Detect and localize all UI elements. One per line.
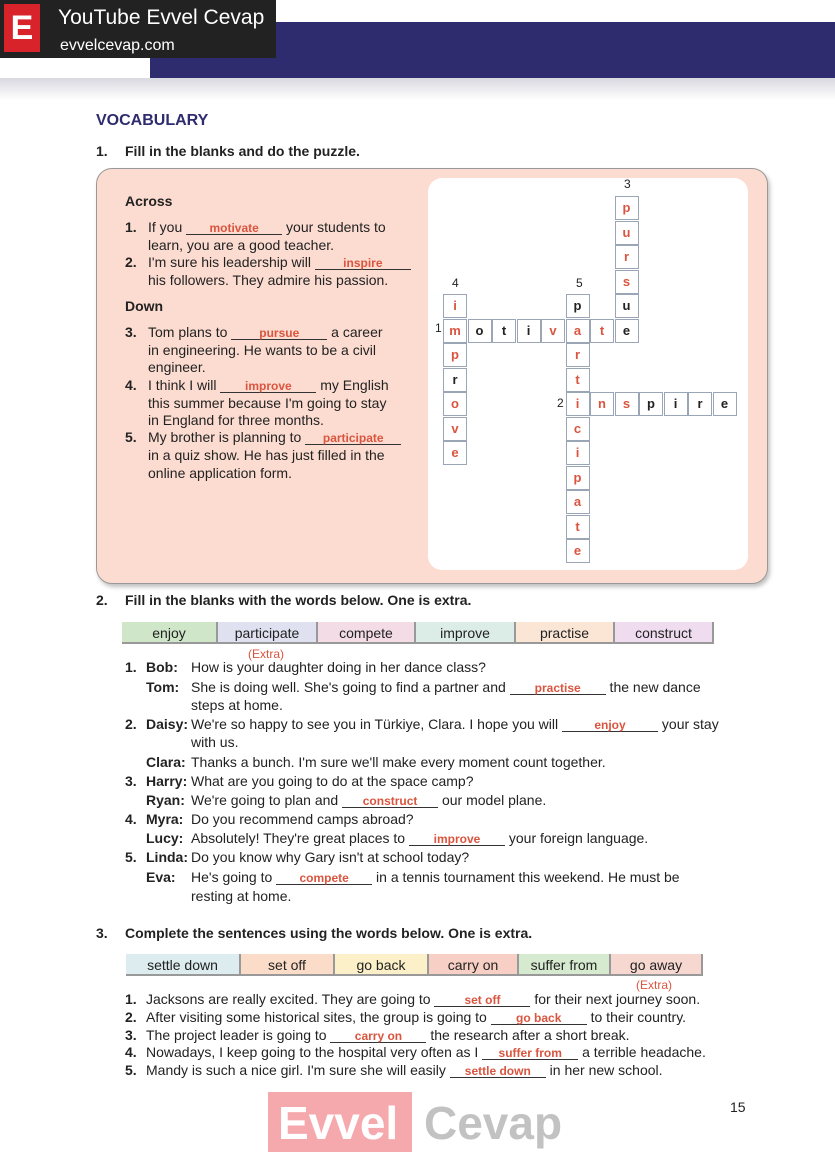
answer-blank[interactable]: compete [276,872,372,885]
crossword-cell[interactable]: r [688,392,712,416]
sentence-line [146,1044,706,1062]
crossword-cell[interactable]: i [443,294,467,318]
dialogue-text: our model plane. [438,792,547,808]
clue-line [148,324,383,342]
answer-blank[interactable]: participate [305,432,401,445]
crossword-cell[interactable]: e [713,392,737,416]
item-number: 4. [125,1044,137,1060]
crossword-cell[interactable]: s [615,270,639,294]
answer-blank[interactable]: suffer from [482,1047,578,1060]
speaker-name: Ryan: [146,792,185,808]
dialogue-text: Absolutely! They're great places to [191,830,409,846]
ex1-instruction: Fill in the blanks and do the puzzle. [125,143,360,159]
dialogue-text: the new dance [605,679,701,695]
speaker-name: Clara: [146,754,186,770]
crossword-cell[interactable]: i [664,392,688,416]
sentence-text: in her new school. [545,1062,663,1078]
crossword-cell[interactable]: e [443,441,467,465]
dialogue-cont: steps at home. [191,697,283,713]
clue-text: I'm sure his leadership will [148,254,311,270]
word-bank-item: compete [318,622,416,644]
dialogue-text: We're going to plan and [191,792,343,808]
crossword-cell[interactable]: i [566,392,590,416]
sentence-text: Nowadays, I keep going to the hospital very often as I [146,1044,483,1060]
speaker-name: Linda: [146,849,188,865]
item-number: 2. [125,716,137,732]
across-label: Across [125,193,173,209]
answer-blank[interactable]: set off [434,994,530,1007]
ex3-number: 3. [96,925,108,941]
clue-cont: this summer because I'm going to stay [148,395,387,411]
clue-cont: his followers. They admire his passion. [148,272,389,288]
answer-blank[interactable]: settle down [450,1065,546,1078]
crossword-cell[interactable]: i [566,441,590,465]
answer-blank[interactable]: enjoy [562,719,658,732]
crossword-cell[interactable]: o [443,392,467,416]
clue-number: 5. [125,429,137,445]
speaker-name: Tom: [146,679,180,695]
ex3-instruction: Complete the sentences using the words below. One is extra. [125,925,533,941]
clue-text: If you [148,219,183,235]
crossword-cell[interactable]: e [566,539,590,563]
clue-cont: in engineering. He wants to be a civil [148,342,377,358]
clue-text: I think I will [148,377,217,393]
dialogue-line [191,830,648,848]
clue-number: 4. [125,377,137,393]
puzzle-number: 4 [452,276,459,290]
word-bank-item: enjoy [122,622,218,644]
footer-logo-right: Cevap [424,1097,563,1149]
dialogue-line: Do you know why Gary isn't at school today? [191,849,470,865]
crossword-cell[interactable]: p [615,196,639,220]
dialogue-text: your foreign language. [504,830,649,846]
answer-blank[interactable]: practise [510,682,606,695]
crossword-cell[interactable]: p [443,343,467,367]
item-number: 4. [125,811,137,827]
dialogue-text: in a tennis tournament this weekend. He must be [372,869,680,885]
speaker-name: Lucy: [146,830,184,846]
ex2-number: 2. [96,592,108,608]
dialogue-text: She is doing well. She's going to find a partner and [191,679,510,695]
watermark-channel: YouTube Evvel Cevap [58,6,265,29]
word-bank-item: improve [416,622,516,644]
answer-blank[interactable]: pursue [231,327,327,340]
crossword-cell[interactable]: r [443,368,467,392]
sentence-line [146,991,700,1009]
item-number: 5. [125,1062,137,1078]
extra-label: (Extra) [248,647,284,661]
dialogue-line [191,792,546,810]
answer-blank[interactable]: improve [409,833,505,846]
crossword-cell[interactable]: r [615,245,639,269]
clue-line [148,429,401,447]
puzzle-number: 2 [557,396,564,410]
item-number: 1. [125,991,137,1007]
crossword-cell[interactable]: v [541,319,565,343]
sentence-text: for their next journey soon. [530,991,701,1007]
dialogue-cont: with us. [191,734,239,750]
sentence-text: Mandy is such a nice girl. I'm sure she will easily [146,1062,450,1078]
puzzle-number: 1 [435,321,442,335]
crossword-cell[interactable]: s [615,392,639,416]
crossword-cell[interactable]: v [443,417,467,441]
item-number: 3. [125,1027,137,1043]
sentence-text: The project leader is going to [146,1027,331,1043]
word-bank-item: carry on [429,954,519,976]
sentence-text: to their country. [586,1009,687,1025]
clue-text: my English [320,377,389,393]
word-bank-item: go back [335,954,429,976]
footer-logo-left: Evvel [278,1097,399,1149]
answer-blank[interactable]: construct [342,795,438,808]
watermark-logo: E [4,4,40,52]
speaker-name: Daisy: [146,716,189,732]
answer-blank[interactable]: carry on [330,1030,426,1043]
dialogue-line [191,679,701,697]
header-shadow [0,78,835,100]
speaker-name: Eva: [146,869,176,885]
sentence-line [146,1027,630,1045]
speaker-name: Bob: [146,659,178,675]
sentence-text: After visiting some historical sites, the group is going to [146,1009,491,1025]
speaker-name: Harry: [146,773,188,789]
sentence-text: the research after a short break. [426,1027,630,1043]
word-bank-item: go away [611,954,703,976]
dialogue-line: Thanks a bunch. I'm sure we'll make every moment count together. [191,754,606,770]
puzzle-number: 3 [624,177,631,191]
crossword-cell[interactable]: t [566,368,590,392]
extra-label: (Extra) [636,978,672,992]
word-bank-item: set off [241,954,335,976]
answer-blank[interactable]: motivate [186,222,282,235]
sentence-line [146,1062,663,1080]
clue-cont: learn, you are a good teacher. [148,237,335,253]
item-number: 3. [125,773,137,789]
crossword-cell[interactable]: p [639,392,663,416]
ex1-number: 1. [96,143,108,159]
dialogue-cont: resting at home. [191,888,292,904]
down-label: Down [125,298,164,314]
clue-number: 1. [125,219,137,235]
crossword-cell[interactable]: a [566,490,590,514]
clue-text: Tom plans to [148,324,228,340]
dialogue-line [191,869,680,887]
watermark-url: evvelcevap.com [60,37,175,54]
word-bank-item: suffer from [519,954,611,976]
answer-blank[interactable]: inspire [315,257,411,270]
crossword-cell[interactable]: c [566,417,590,441]
dialogue-text: your stay [658,716,719,732]
crossword-cell[interactable]: u [615,294,639,318]
sentence-text: a terrible headache. [578,1044,706,1060]
clue-cont: in England for three months. [148,412,324,428]
dialogue-line [191,716,719,734]
clue-line [148,219,386,237]
sentence-line [146,1009,686,1027]
crossword-cell[interactable]: p [566,294,590,318]
ex2-instruction: Fill in the blanks with the words below. One is extra. [125,592,472,608]
clue-cont: online application form. [148,465,292,481]
page-number: 15 [730,1099,746,1115]
clue-number: 3. [125,324,137,340]
answer-blank[interactable]: improve [220,380,316,393]
speaker-name: Myra: [146,811,184,827]
sentence-text: Jacksons are really excited. They are going to [146,991,435,1007]
crossword-cell[interactable]: e [615,319,639,343]
dialogue-text: We're so happy to see you in Türkiye, Clara. I hope you will [191,716,563,732]
crossword-cell[interactable]: i [517,319,541,343]
crossword-cell[interactable]: u [615,221,639,245]
answer-blank[interactable]: go back [491,1012,587,1025]
crossword-cell[interactable]: n [590,392,614,416]
section-title: VOCABULARY [96,112,209,129]
clue-line [148,254,411,272]
clue-number: 2. [125,254,137,270]
item-number: 1. [125,659,137,675]
crossword-cell[interactable]: t [566,515,590,539]
crossword-cell[interactable]: a [566,319,590,343]
crossword-cell[interactable]: p [566,466,590,490]
crossword-cell[interactable]: r [566,343,590,367]
word-bank-item: settle down [126,954,241,976]
word-bank-item: practise [516,622,615,644]
dialogue-text: He's going to [191,869,277,885]
item-number: 5. [125,849,137,865]
dialogue-line: How is your daughter doing in her dance class? [191,659,486,675]
word-bank-item: participate [218,622,318,644]
clue-text: a career [331,324,383,340]
dialogue-line: What are you going to do at the space camp? [191,773,474,789]
clue-cont: engineer. [148,359,206,375]
puzzle-number: 5 [576,276,583,290]
crossword-cell[interactable]: m [443,319,467,343]
clue-text: your students to [286,219,386,235]
word-bank-item: construct [615,622,714,644]
crossword-cell[interactable]: t [590,319,614,343]
clue-cont: in a quiz show. He has just filled in the [148,447,385,463]
crossword-cell[interactable]: t [492,319,516,343]
dialogue-line: Do you recommend camps abroad? [191,811,414,827]
crossword-cell[interactable]: o [468,319,492,343]
clue-line [148,377,389,395]
item-number: 2. [125,1009,137,1025]
clue-text: My brother is planning to [148,429,302,445]
